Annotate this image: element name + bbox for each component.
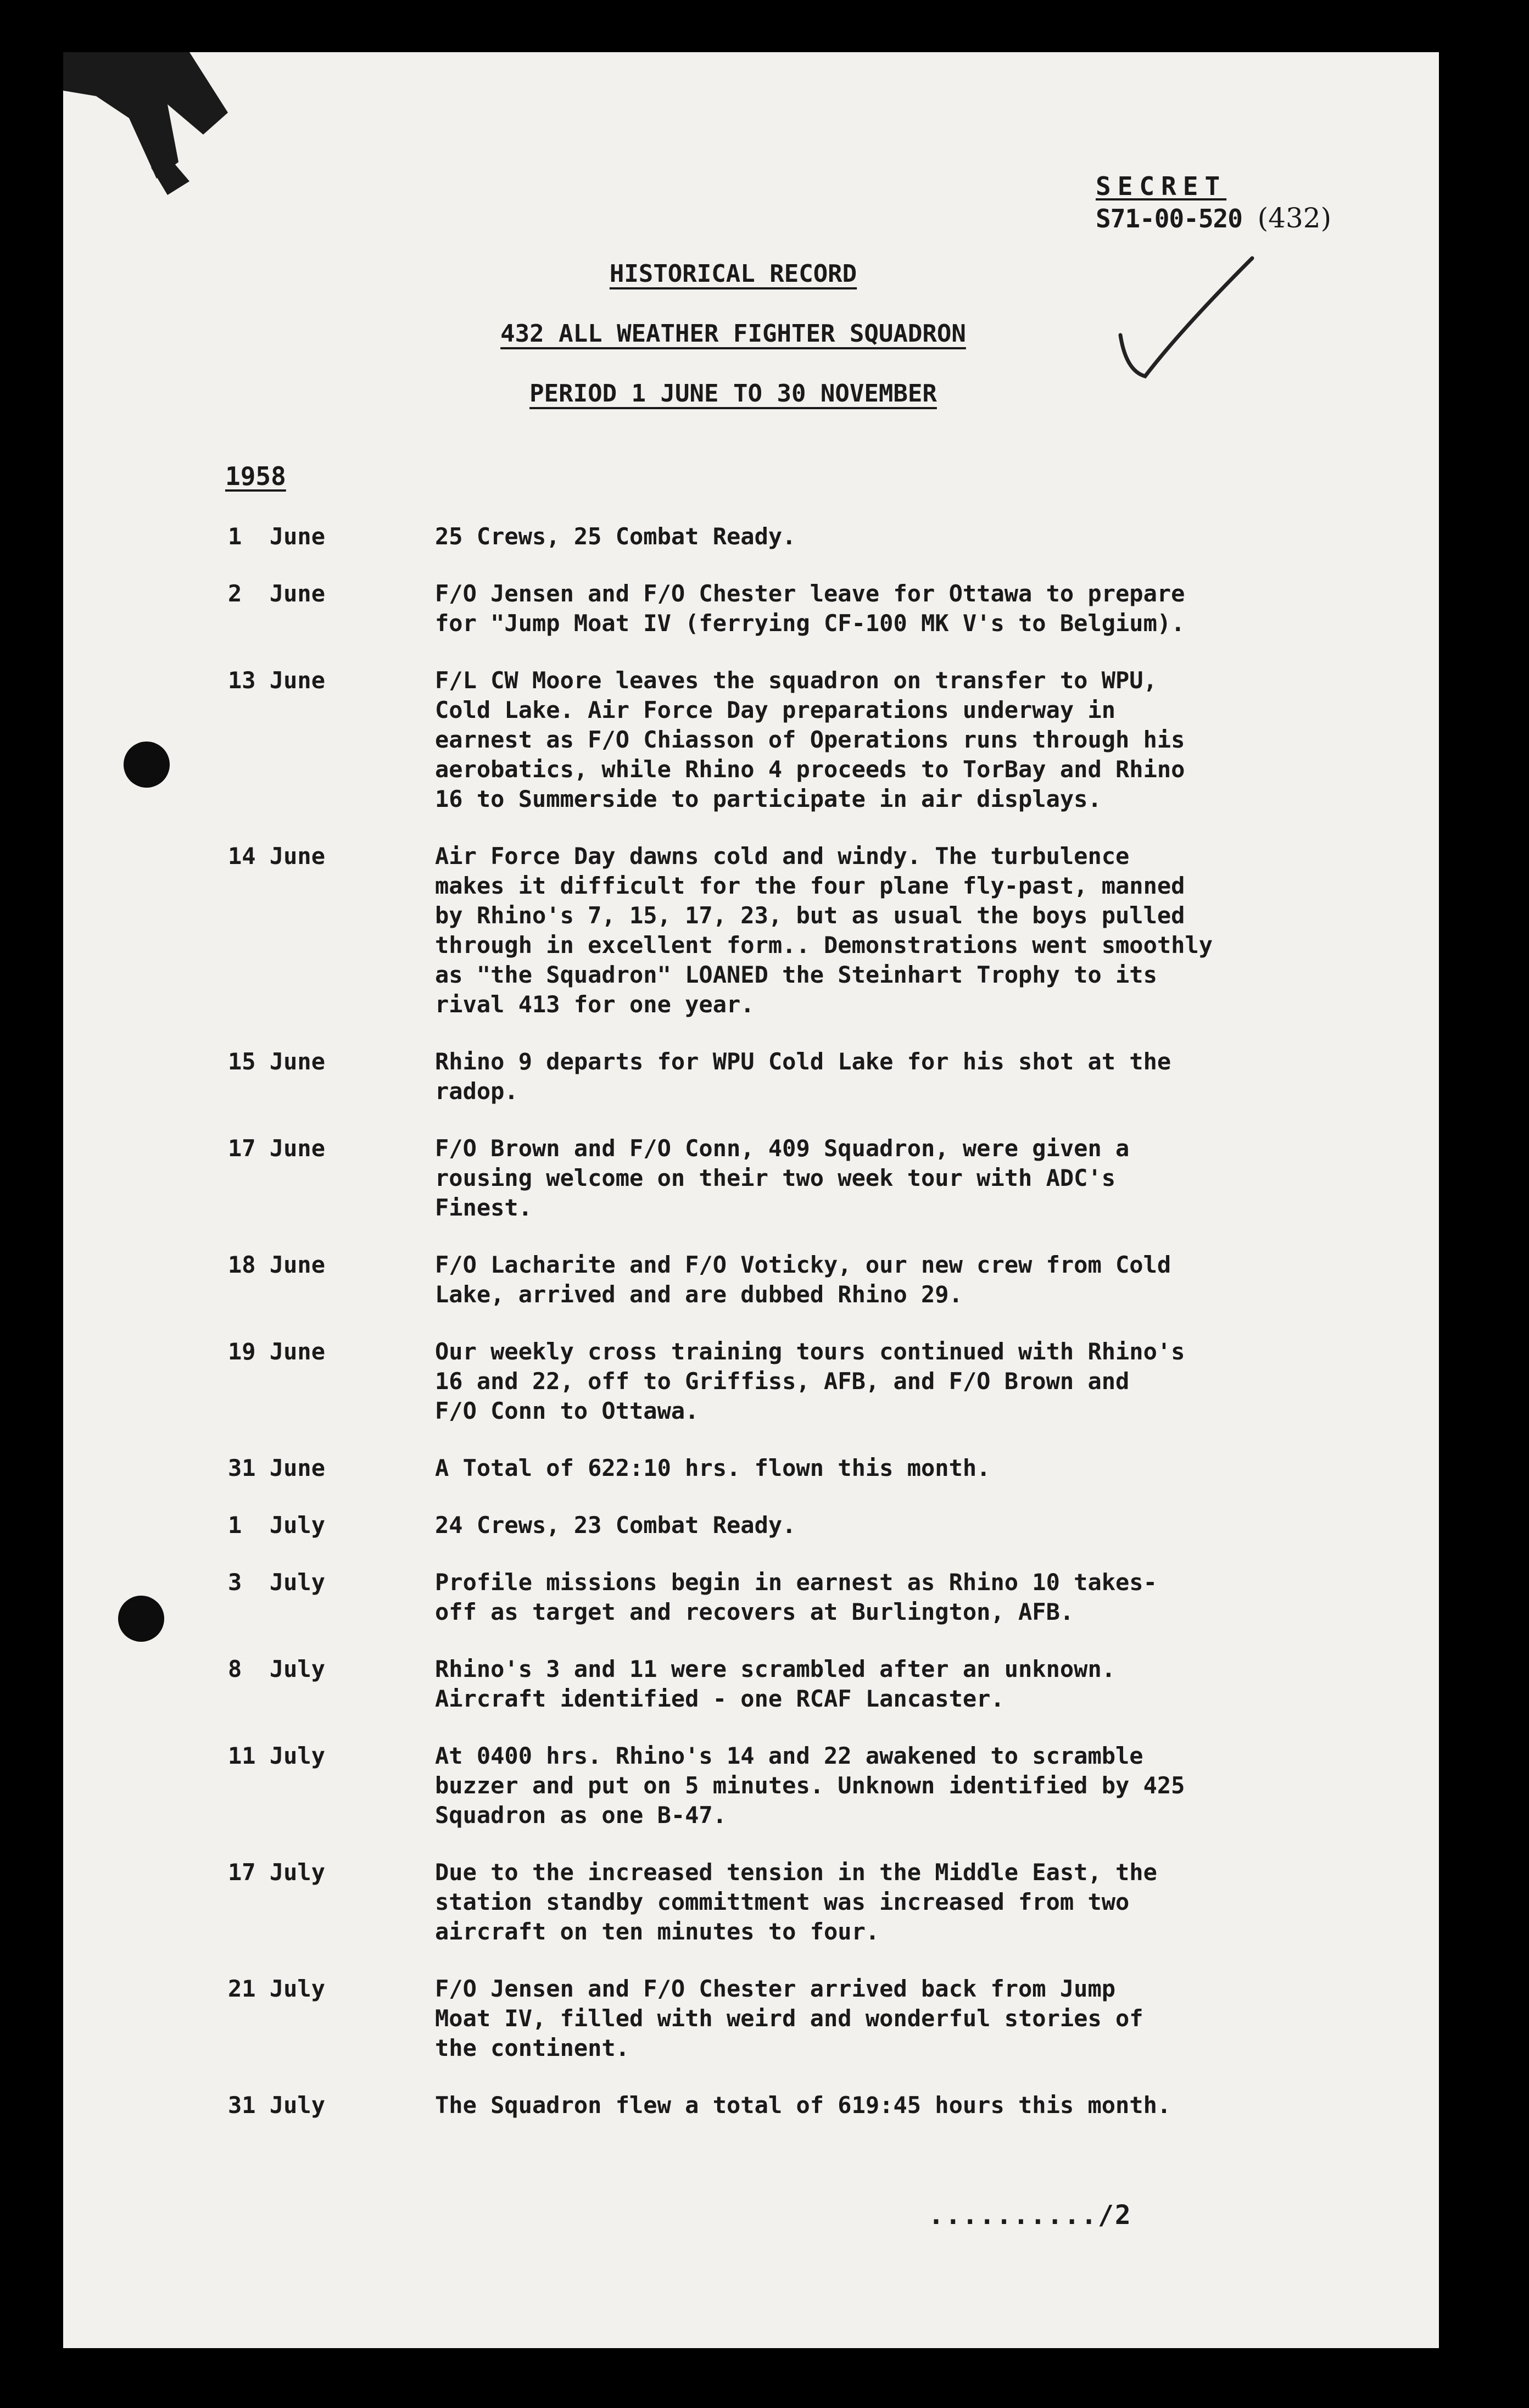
- log-entry: [217, 1047, 1343, 1106]
- entry-date: 2 June: [228, 580, 326, 607]
- entry-date: 17 June: [228, 1135, 326, 1162]
- period-heading: PERIOD 1 JUNE TO 30 NOVEMBER: [529, 380, 937, 408]
- log-entry: [217, 1337, 1343, 1426]
- entry-date: 13 June: [228, 667, 326, 694]
- punch-hole: [124, 742, 170, 788]
- entry-text: Profile missions begin in earnest as Rhino 10 takes- off as target and recovers at Burlington, AFB.: [435, 1569, 1157, 1625]
- entry-text: A Total of 622:10 hrs. flown this month.: [435, 1454, 991, 1481]
- classification-label: SECRET: [1096, 171, 1227, 201]
- entry-text: F/L CW Moore leaves the squadron on transfer to WPU, Cold Lake. Air Force Day preparations underway in earnest as F/O Chiasson of Operations runs through his aerobatics, while Rhino 4 proceeds to TorBay and Rhino 16 to Summerside to participate in air displays.: [435, 667, 1185, 812]
- entry-text: 25 Crews, 25 Combat Ready.: [435, 523, 796, 550]
- entry-text: Our weekly cross training tours continued with Rhino's 16 and 22, off to Griffiss, AFB, and F/O Brown and F/O Conn to Ottawa.: [435, 1338, 1185, 1424]
- log-entry: [217, 522, 1343, 551]
- entry-text: 24 Crews, 23 Combat Ready.: [435, 1512, 796, 1539]
- document-page: [63, 52, 1439, 2348]
- entry-date: 1 July: [228, 1512, 326, 1539]
- punch-hole: [118, 1596, 164, 1642]
- log-entry: [217, 1568, 1343, 1627]
- entry-text: Rhino's 3 and 11 were scrambled after an unknown. Aircraft identified - one RCAF Lancaster.: [435, 1656, 1116, 1712]
- entry-text: Air Force Day dawns cold and windy. The turbulence makes it difficult for the four plane fly-past, manned by Rhino's 7, 15, 17, 23, but as usual the boys pulled through in excellent form.. Demonstrations went smoothly as "the Squadron" LOANED the Steinhart Trophy to its rival 413 for one year.: [435, 843, 1213, 1018]
- squadron-heading: 432 ALL WEATHER FIGHTER SQUADRON: [500, 320, 966, 348]
- entry-date: 18 June: [228, 1251, 326, 1278]
- entry-date: 21 July: [228, 1975, 326, 2002]
- record-title: HISTORICAL RECORD: [609, 260, 857, 288]
- log-entry: [217, 1453, 1343, 1483]
- entry-date: 3 July: [228, 1569, 326, 1596]
- log-entry: [217, 1654, 1343, 1714]
- entry-date: 8 July: [228, 1656, 326, 1682]
- log-entry: [217, 1250, 1343, 1309]
- entry-date: 17 July: [228, 1859, 326, 1886]
- handwritten-unit: (432): [1257, 202, 1332, 234]
- entry-text: F/O Lacharite and F/O Voticky, our new crew from Cold Lake, arrived and are dubbed Rhino 29.: [435, 1251, 1171, 1308]
- log-entry: [217, 2091, 1343, 2120]
- entry-date: 31 June: [228, 1454, 326, 1481]
- year-heading: 1958: [225, 461, 286, 491]
- entry-date: 15 June: [228, 1048, 326, 1075]
- entry-date: 14 June: [228, 843, 326, 869]
- entry-text: Rhino 9 departs for WPU Cold Lake for his shot at the radop.: [435, 1048, 1171, 1105]
- log-entry: [217, 579, 1343, 638]
- entry-text: F/O Jensen and F/O Chester arrived back from Jump Moat IV, filled with weird and wonderful stories of the continent.: [435, 1975, 1143, 2061]
- classification-block: [1096, 170, 1331, 235]
- entry-date: 11 July: [228, 1742, 326, 1769]
- page-continuation: ........../2: [928, 2200, 1132, 2231]
- log-entry: [217, 1741, 1343, 1830]
- log-entry: [217, 666, 1343, 814]
- corner-ink-blot: [63, 52, 239, 217]
- entry-text: The Squadron flew a total of 619:45 hours this month.: [435, 2092, 1171, 2119]
- file-number: S71-00-520: [1096, 204, 1242, 233]
- entry-date: 19 June: [228, 1338, 326, 1365]
- entries-list: [217, 522, 1343, 2148]
- log-entry: [217, 1134, 1343, 1223]
- entry-text: F/O Brown and F/O Conn, 409 Squadron, were given a rousing welcome on their two week tour with ADC's Finest.: [435, 1135, 1130, 1221]
- entry-date: 31 July: [228, 2092, 326, 2119]
- entry-text: At 0400 hrs. Rhino's 14 and 22 awakened to scramble buzzer and put on 5 minutes. Unknown identified by 425 Squadron as one B-47.: [435, 1742, 1185, 1829]
- entry-text: F/O Jensen and F/O Chester leave for Ottawa to prepare for "Jump Moat IV (ferrying CF-100 MK V's to Belgium).: [435, 580, 1185, 637]
- log-entry: [217, 1974, 1343, 2063]
- entry-text: Due to the increased tension in the Middle East, the station standby committment was increased from two aircraft on ten minutes to four.: [435, 1859, 1157, 1945]
- log-entry: [217, 1858, 1343, 1947]
- log-entry: [217, 1510, 1343, 1540]
- entry-date: 1 June: [228, 523, 326, 550]
- log-entry: [217, 841, 1343, 1019]
